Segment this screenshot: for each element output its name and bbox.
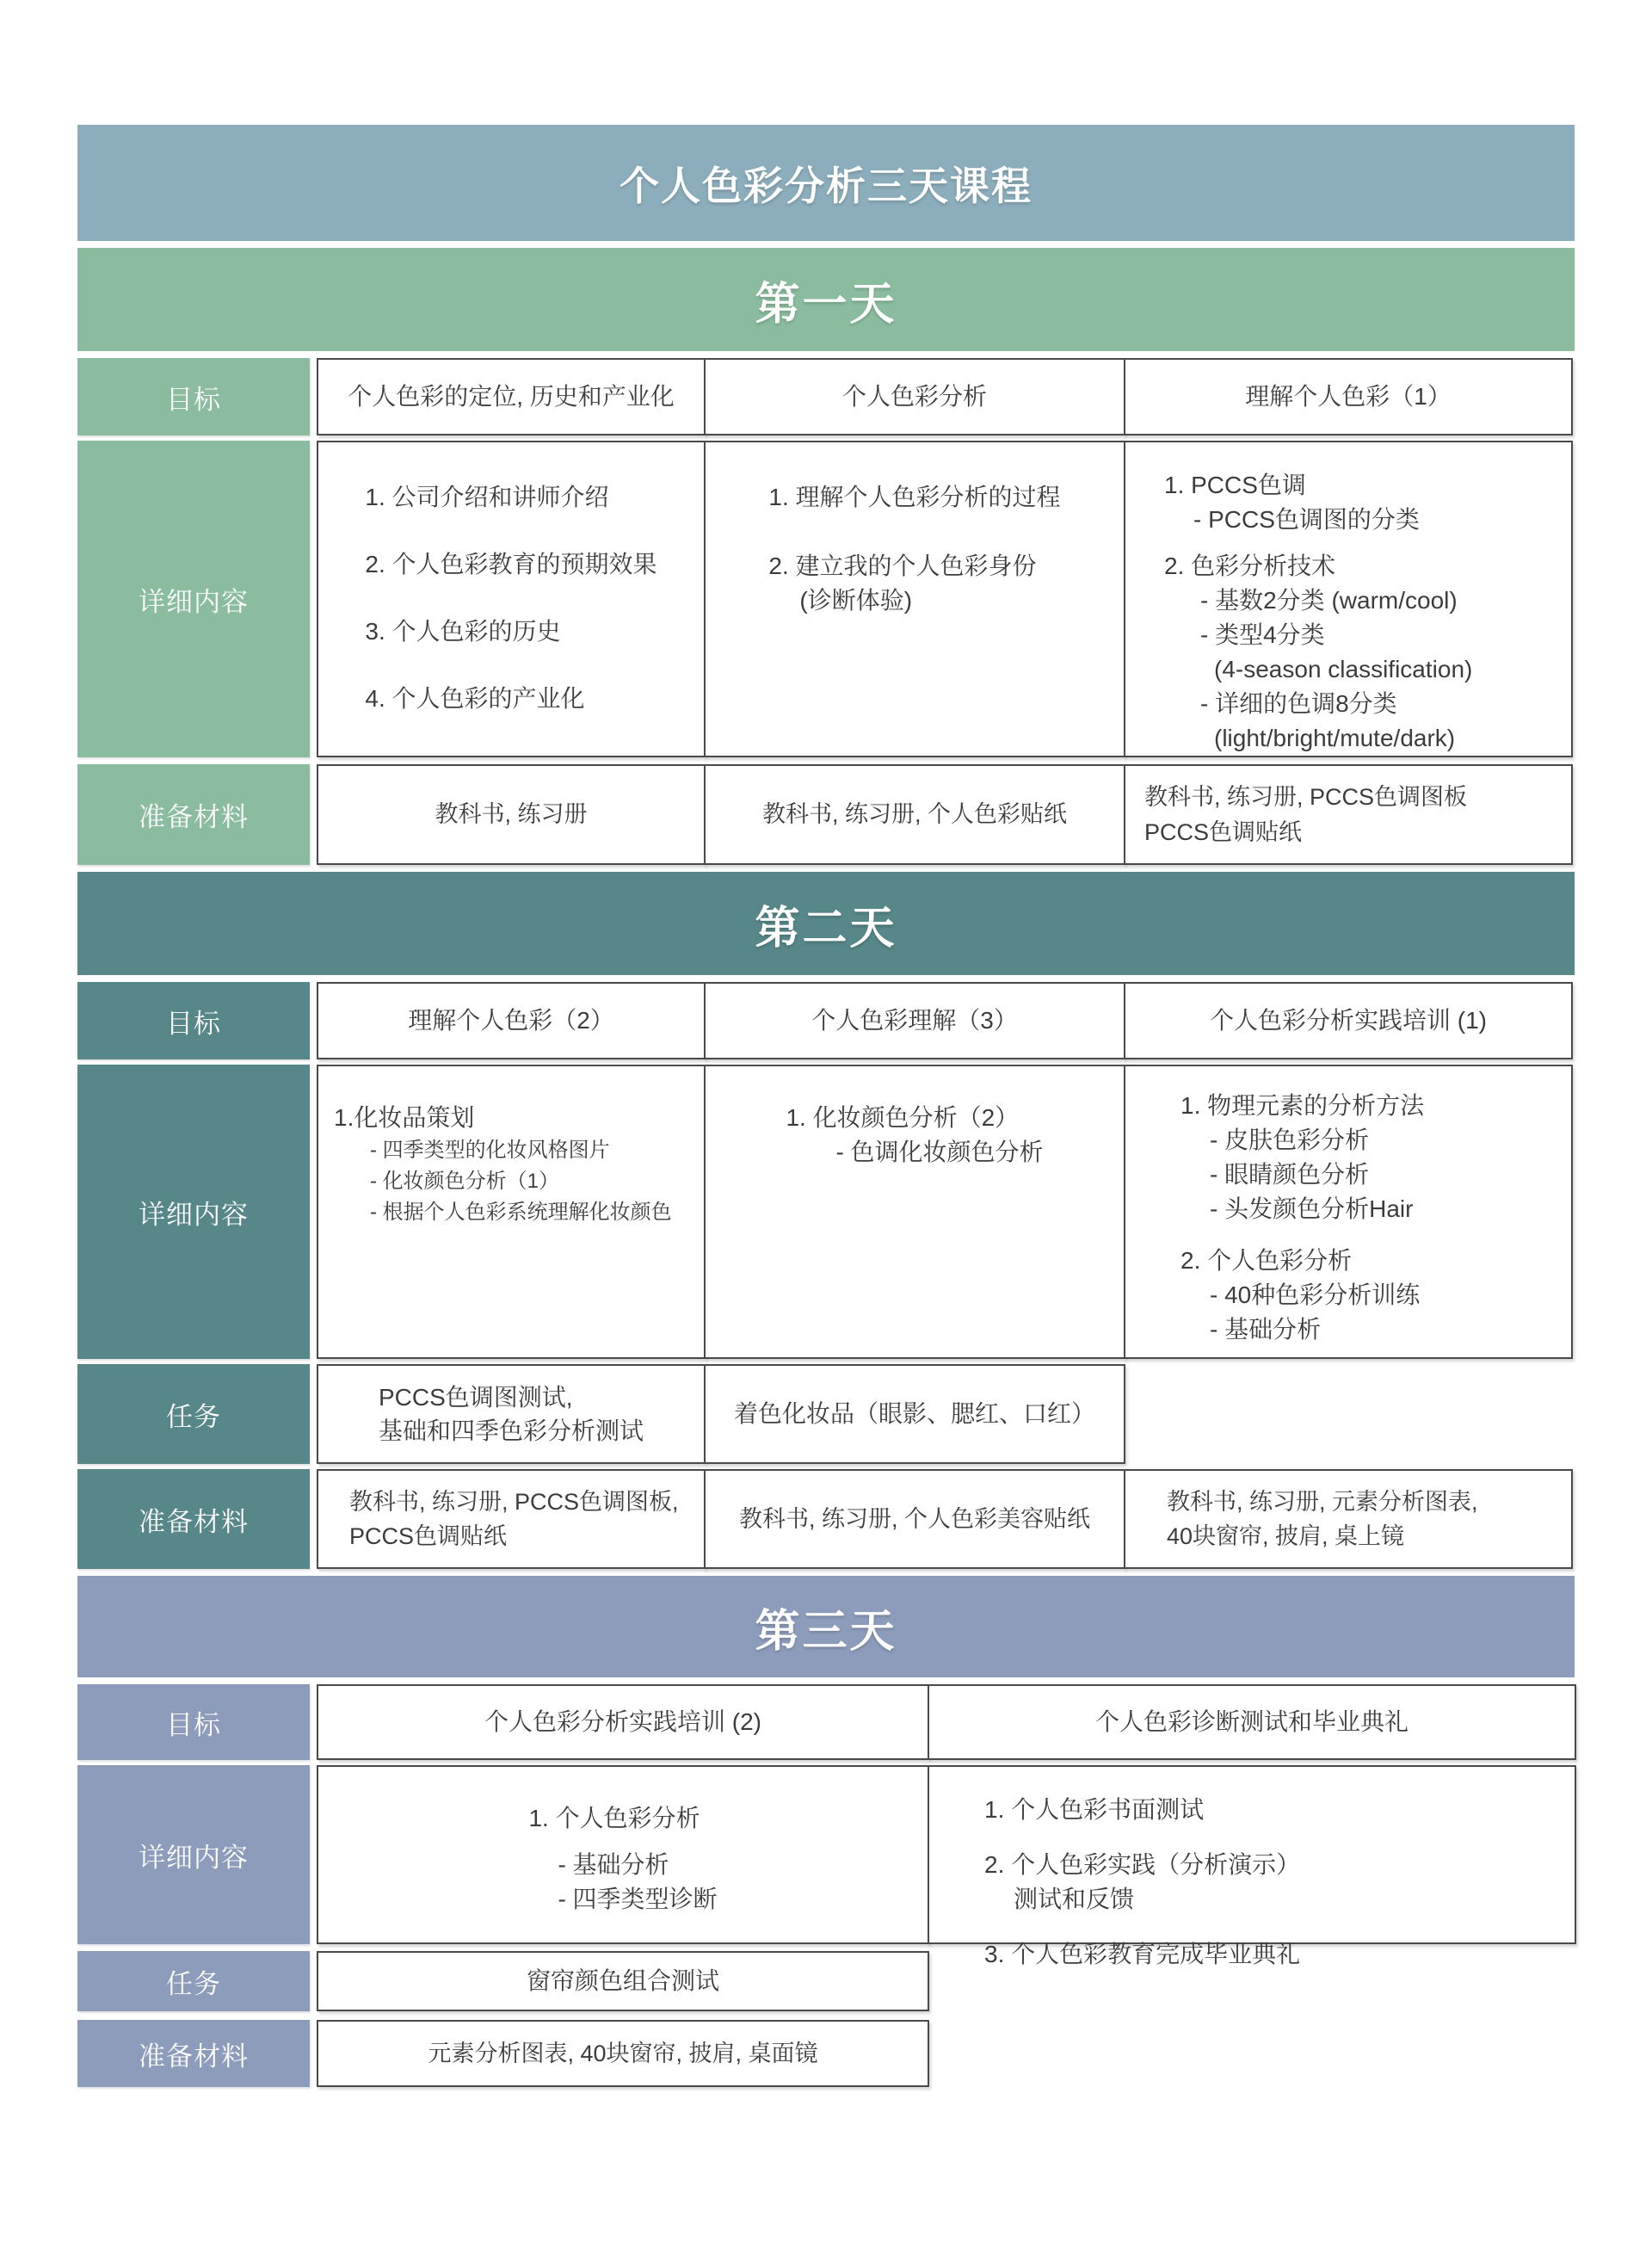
materials-text: 教科书, 练习册 [435, 801, 588, 828]
day1-goal-cells [317, 358, 1573, 435]
text-line: (light/bright/mute/dark) [1214, 725, 1456, 752]
text-line: 1. 化妆颜色分析（2） [786, 1104, 1020, 1131]
day1-materials-cell-2 [704, 764, 1125, 865]
day2-detail-row [77, 1065, 1575, 1359]
goal-text: 个人色彩分析实践培训 (1) [1209, 1007, 1487, 1034]
text-line: - 色调化妆颜色分析 [835, 1139, 1044, 1166]
text-line: - 四季类型诊断 [558, 1886, 718, 1913]
day3-goal-row [77, 1684, 1575, 1760]
text-line: PCCS色调贴纸 [1144, 818, 1303, 845]
text-line: 1. 理解个人色彩分析的过程 [768, 484, 1061, 510]
detail-block [1125, 442, 1472, 756]
materials-block [1125, 1485, 1478, 1554]
text-line: - 皮肤色彩分析 [1210, 1127, 1370, 1154]
materials-text: 教科书, 练习册, 个人色彩贴纸 [761, 801, 1067, 828]
detail-block [786, 1066, 1043, 1170]
day2-task-row [77, 1364, 1575, 1464]
task-text: 窗帘颜色组合测试 [526, 1967, 719, 1995]
day1-detail-row [77, 441, 1575, 757]
detail-block [1125, 1066, 1424, 1347]
day1-materials-row [77, 764, 1575, 865]
day1-materials-cells [317, 764, 1573, 865]
materials-text: 元素分析图表, 40块窗帘, 披肩, 桌面镜 [428, 2040, 818, 2066]
text-line: - 眼睛颜色分析 [1210, 1161, 1370, 1189]
page-title: 个人色彩分析三天课程 [620, 163, 1032, 208]
materials-block [1125, 780, 1467, 849]
text-line: 3. 个人色彩的历史 [365, 618, 561, 645]
day3-task-label: 任务 [77, 1951, 310, 2011]
text-line: 1. 个人色彩书面测试 [984, 1796, 1205, 1823]
day3-goal-cell-2 [928, 1684, 1576, 1760]
day1-detail-cell-3 [1124, 441, 1573, 757]
day2-detail-label: 详细内容 [77, 1065, 310, 1359]
text-line: - 详细的色调8分类 [1200, 690, 1397, 718]
text-line: 1. 个人色彩分析 [528, 1805, 700, 1831]
day1-detail-cells [317, 441, 1573, 757]
text-line: - 基础分析 [1210, 1316, 1322, 1343]
text-line: - 根据个人色彩系统理解化妆颜色 [370, 1201, 672, 1225]
day1-detail-cell-2 [704, 441, 1125, 757]
task-text: 着色化妆品（眼影、腮红、口红） [733, 1400, 1095, 1428]
day2-materials-cell-2 [704, 1469, 1125, 1569]
day3-materials-cells [317, 2020, 929, 2087]
day3-title: 第三天 [755, 1606, 897, 1657]
text-line: 1. 物理元素的分析方法 [1180, 1092, 1425, 1119]
day2-task-cells [317, 1364, 1125, 1464]
detail-block [929, 1767, 1300, 1972]
day3-materials-row [77, 2020, 1575, 2087]
day3-task-cell-1 [317, 1951, 929, 2011]
day2-detail-cell-1 [317, 1065, 706, 1359]
day2-header [77, 872, 1575, 975]
text-line: 基础和四季色彩分析测试 [378, 1417, 644, 1444]
goal-text: 个人色彩理解（3） [811, 1007, 1018, 1034]
text-line: 1. 公司介绍和讲师介绍 [365, 484, 609, 510]
day1-goal-row [77, 358, 1575, 435]
day3-goal-label: 目标 [77, 1684, 310, 1760]
day3-task-cells [317, 1951, 929, 2011]
goal-text: 个人色彩分析实践培训 (2) [484, 1708, 761, 1736]
detail-block [528, 1767, 717, 1917]
day1-goal-label: 目标 [77, 358, 310, 435]
day2-task-cell-1 [317, 1364, 706, 1464]
text-line: 4. 个人色彩的产业化 [365, 685, 585, 713]
goal-text: 个人色彩分析 [841, 383, 987, 411]
text-line: PCCS色调贴纸 [349, 1523, 508, 1549]
day2-detail-cell-3 [1124, 1065, 1573, 1359]
main-title-bar [77, 125, 1575, 241]
day3-detail-cell-2 [928, 1765, 1576, 1968]
text-line: 2. 个人色彩实践（分析演示） [984, 1851, 1301, 1879]
goal-text: 理解个人色彩（2） [408, 1007, 614, 1034]
day2-materials-cells [317, 1469, 1573, 1569]
day2-goal-cell-3 [1124, 982, 1573, 1059]
day2-materials-label: 准备材料 [77, 1469, 310, 1569]
day2-detail-cells [317, 1065, 1573, 1359]
detail-block [768, 442, 1060, 618]
materials-block [318, 1485, 679, 1554]
day3-materials-label: 准备材料 [77, 2020, 310, 2087]
text-line: - PCCS色调图的分类 [1193, 506, 1420, 534]
day3-materials-cell-1 [317, 2020, 929, 2087]
text-line: 教科书, 练习册, PCCS色调图板, [349, 1488, 679, 1515]
day2-goal-label: 目标 [77, 982, 310, 1059]
day3-goal-cells [317, 1684, 1576, 1760]
day1-goal-cell-3 [1124, 358, 1573, 435]
text-line: 测试和反馈 [1014, 1886, 1135, 1913]
text-line: 40块窗帘, 披肩, 桌上镜 [1167, 1523, 1405, 1549]
day2-goal-cell-2 [704, 982, 1125, 1059]
text-line: 教科书, 练习册, 元素分析图表, [1167, 1488, 1478, 1515]
text-line: 2. 个人色彩教育的预期效果 [365, 551, 657, 578]
day1-goal-cell-2 [704, 358, 1125, 435]
day1-header [77, 248, 1575, 351]
day2-task-label: 任务 [77, 1364, 310, 1464]
day2-title: 第二天 [755, 903, 897, 954]
day2-task-cell-2 [704, 1364, 1125, 1464]
text-line: - 基数2分类 (warm/cool) [1200, 587, 1458, 614]
day1-materials-cell-3 [1124, 764, 1573, 865]
day3-goal-cell-1 [317, 1684, 929, 1760]
text-line: (诊断体验) [799, 587, 913, 614]
day2-goal-cells [317, 982, 1573, 1059]
text-line: (4-season classification) [1214, 656, 1473, 683]
day2-materials-row [77, 1469, 1575, 1569]
day3-header [77, 1576, 1575, 1677]
day1-materials-cell-1 [317, 764, 706, 865]
task-block [379, 1380, 644, 1448]
text-line: 教科书, 练习册, PCCS色调图板 [1144, 784, 1468, 810]
day1-title: 第一天 [755, 279, 897, 330]
text-line: 2. 色彩分析技术 [1164, 553, 1336, 580]
text-line: 2. 个人色彩分析 [1180, 1247, 1353, 1275]
text-line: - 化妆颜色分析（1） [370, 1170, 560, 1194]
day2-materials-cell-1 [317, 1469, 706, 1569]
goal-text: 个人色彩的定位, 历史和产业化 [348, 383, 675, 411]
day2-materials-cell-3 [1124, 1469, 1573, 1569]
materials-text: 教科书, 练习册, 个人色彩美容贴纸 [738, 1505, 1090, 1532]
day2-goal-row [77, 982, 1575, 1059]
day3-detail-cell-1 [317, 1765, 929, 1944]
day3-task-row [77, 1951, 1575, 2011]
day3-detail-row [77, 1765, 1575, 1968]
day1-goal-cell-1 [317, 358, 706, 435]
text-line: 1. PCCS色调 [1164, 472, 1306, 498]
day2-detail-cell-2 [704, 1065, 1125, 1359]
day1-materials-label: 准备材料 [77, 764, 310, 865]
text-line: - 头发颜色分析Hair [1210, 1195, 1414, 1223]
text-line: - 基础分析 [558, 1851, 669, 1879]
text-line: PCCS色调图测试, [378, 1383, 573, 1411]
day3-detail-label: 详细内容 [77, 1765, 310, 1944]
text-line: 2. 建立我的个人色彩身份 [768, 553, 1037, 580]
day3-detail-cells [317, 1765, 1576, 1968]
text-line: 3. 个人色彩教育完成毕业典礼 [984, 1941, 1301, 1968]
goal-text: 理解个人色彩（1） [1245, 383, 1452, 411]
text-line: - 40种色彩分析训练 [1210, 1281, 1421, 1309]
day1-detail-label: 详细内容 [77, 441, 310, 757]
text-line: - 四季类型的化妆风格图片 [370, 1139, 610, 1163]
detail-block [318, 1066, 672, 1228]
detail-block [365, 442, 656, 716]
text-line: 1.化妆品策划 [334, 1104, 475, 1131]
day1-detail-cell-1 [317, 441, 706, 757]
goal-text: 个人色彩诊断测试和毕业典礼 [1094, 1708, 1409, 1736]
text-line: - 类型4分类 [1200, 621, 1325, 649]
day2-goal-cell-1 [317, 982, 706, 1059]
